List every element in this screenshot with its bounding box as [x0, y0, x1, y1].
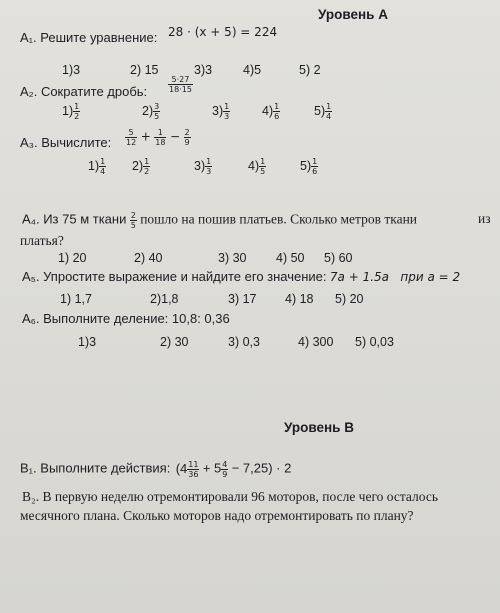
question-a4-line1-cut: из	[478, 211, 491, 226]
a4-option-4: 4) 50	[276, 251, 305, 265]
a6-option-1: 1)3	[78, 335, 97, 349]
a1-option-5: 5) 2	[299, 63, 321, 77]
question-a6-label: А₆. Выполните деление: 10,8: 0,36	[22, 311, 230, 326]
a1-option-3: 3)3	[194, 63, 213, 77]
a3-term-3: $\frac{2}{9}$	[184, 128, 190, 147]
question-b2-line2: месячного плана. Сколько моторов надо отремонтировать по плану?	[20, 508, 414, 523]
a2-option-3: 3) $\frac{1}{3}$	[212, 102, 230, 121]
question-a4-line1: А₄. Из 75 м ткани $\frac{2}{5}$ пошло на пошив платьев. Сколько метров ткани	[22, 211, 418, 230]
a2-option-1: 1) $\frac{1}{2}$	[62, 102, 80, 121]
a5-option-5: 5) 20	[335, 292, 364, 306]
a2-option-5: 5) $\frac{1}{4}$	[314, 102, 332, 121]
a3-option-4: 4) $\frac{1}{5}$	[248, 157, 266, 176]
a6-option-2: 2) 30	[160, 335, 189, 349]
question-a5-label: А₅. Упростите выражение и найдите его значение: 7a + 1.5a при a = 2	[22, 269, 461, 284]
question-b1: В₁. Выполните действия: (4 $\frac{11}{36}$ + 5 $\frac{4}{9}$ − 7,25) · 2	[20, 460, 292, 479]
a6-option-4: 4) 300	[298, 335, 334, 349]
a5-option-1: 1) 1,7	[60, 292, 92, 306]
question-a4-line2: платья?	[20, 233, 64, 248]
a4-option-1: 1) 20	[58, 251, 87, 265]
question-a1-equation: 28 · (x + 5) = 224	[168, 25, 278, 39]
a6-option-5: 5) 0,03	[355, 335, 394, 349]
a2-option-2: 2) $\frac{3}{5}$	[142, 102, 160, 121]
a2-option-4: 4) $\frac{1}{6}$	[262, 102, 280, 121]
a3-term-1: $\frac{5}{12}$	[126, 128, 137, 147]
a4-option-5: 5) 60	[324, 251, 353, 265]
question-a2-fraction: $\frac{5\cdot 27}{18\cdot 15}$	[169, 75, 192, 94]
a6-option-3: 3) 0,3	[228, 335, 260, 349]
a4-option-2: 2) 40	[134, 251, 163, 265]
level-b-heading: Уровень В	[284, 420, 354, 435]
a4-fraction: $\frac{2}{5}$	[130, 211, 136, 230]
a5-option-2: 2)1,8	[150, 292, 179, 306]
question-b2-line1: В₂. В первую неделю отремонтировали 96 моторов, после чего осталось	[22, 489, 439, 504]
a1-option-2: 2) 15	[130, 63, 159, 77]
b1-fraction-2: $\frac{4}{9}$	[222, 460, 228, 479]
a4-option-3: 3) 30	[218, 251, 247, 265]
a5-option-3: 3) 17	[228, 292, 257, 306]
question-a3-expression: $\frac{5}{12}$ + $\frac{1}{18}$ − $\frac{2}{9}$	[126, 128, 190, 147]
a1-option-4: 4)5	[243, 63, 262, 77]
b1-fraction-1: $\frac{11}{36}$	[188, 460, 199, 479]
level-a-heading: Уровень А	[318, 7, 388, 22]
a5-condition: при a = 2	[400, 270, 461, 284]
a1-option-1: 1)3	[62, 63, 81, 77]
question-a1-label: А₁. Решите уравнение:	[20, 30, 158, 45]
a3-option-2: 2) $\frac{1}{2}$	[132, 157, 150, 176]
a5-expression: 7a + 1.5a	[329, 270, 390, 284]
question-a2-label: А₂. Сократите дробь:	[20, 84, 148, 99]
a3-option-5: 5) $\frac{1}{6}$	[300, 157, 318, 176]
a3-term-2: $\frac{1}{18}$	[155, 128, 166, 147]
question-a3-label: А₃. Вычислите:	[20, 135, 112, 150]
a3-option-3: 3) $\frac{1}{3}$	[194, 157, 212, 176]
a5-option-4: 4) 18	[285, 292, 314, 306]
a3-option-1: 1) $\frac{1}{4}$	[88, 157, 106, 176]
